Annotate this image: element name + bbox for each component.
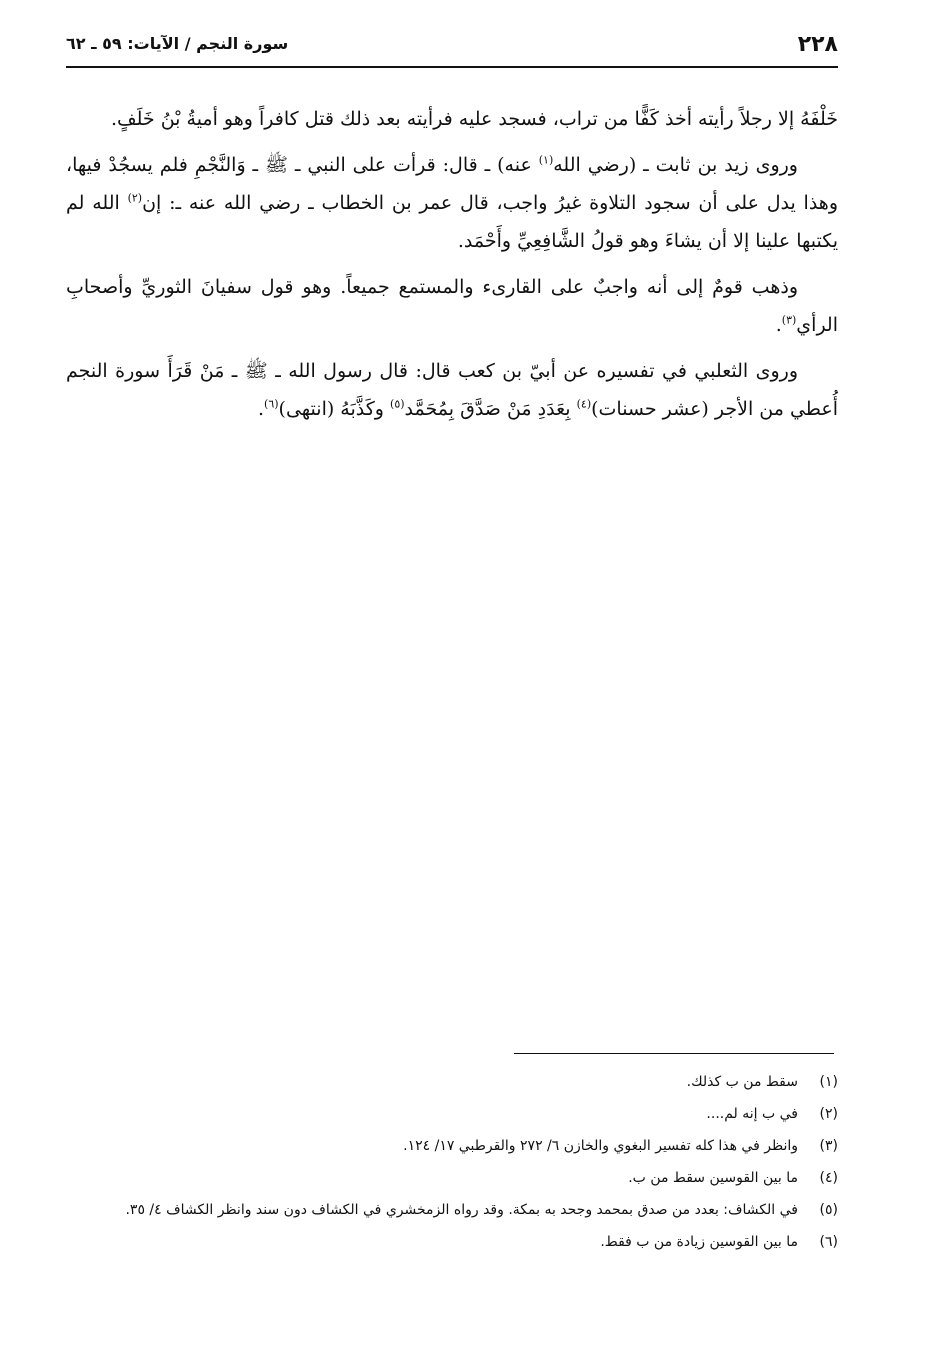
footnote-number: (٥)	[819, 1202, 838, 1218]
footnote-number: (٤)	[819, 1170, 838, 1186]
footnote-number: (٣)	[819, 1138, 838, 1154]
footnote-text: وانظر في هذا كله تفسير البغوي والخازن ٦/ ٢٧٢ والقرطبي ١٧/ ١٢٤.	[403, 1138, 798, 1154]
footnote-divider	[514, 1053, 834, 1054]
running-title: سورة النجم / الآيات: ٥٩ ـ ٦٢	[66, 34, 289, 53]
footnote-5	[66, 1196, 838, 1224]
footnotes	[66, 1068, 838, 1260]
footnote-ref-3[interactable]: (٣)	[781, 313, 797, 327]
footnote-ref-5[interactable]: (٥)	[390, 397, 405, 411]
footnote-3	[66, 1132, 838, 1160]
footnote-ref-6[interactable]: (٦)	[264, 397, 279, 411]
paragraph-2-text-c: الله لم يكتبها علينا إلا أن يشاءَ وهو قولُ الشَّافِعِيِّ وأَحْمَد.	[66, 192, 838, 252]
footnote-6	[66, 1228, 838, 1256]
footnote-2	[66, 1100, 838, 1128]
footnote-text: ما بين القوسين سقط من ب.	[628, 1170, 798, 1186]
footnote-ref-1[interactable]: (١)	[538, 153, 554, 167]
paragraph-3-text: وذهب قومٌ إلى أنه واجبٌ على القارىء والمستمع جميعاً. وهو قول سفيانَ الثوريِّ وأصحابِ الرأي	[66, 276, 838, 336]
footnote-ref-4[interactable]: (٤)	[576, 397, 592, 411]
footnote-4	[66, 1164, 838, 1192]
footnote-text: في ب إنه لم....	[706, 1106, 798, 1122]
footnote-1	[66, 1068, 838, 1096]
footnote-number: (٢)	[819, 1106, 838, 1122]
paragraph-2-text-b: عنه) ـ قال: قرأت على النبي ـ ﷺ ـ وَالنَّجْمِ فلم يسجُدْ فيها، وهذا يدل على أن سجود التلاوة غيرُ واجب، قال عمر بن الخطاب ـ رضي الله عنه ـ: إن	[66, 154, 838, 214]
paragraph-3-end: .	[775, 314, 782, 336]
paragraph-2	[66, 146, 838, 260]
paragraph-1	[66, 100, 838, 138]
paragraph-4-text-a: وروى الثعلبي في تفسيره عن أبيّ بن كعب قال: قال رسول الله ـ ﷺ ـ مَنْ قَرَأَ سورة النجم أُعطي من الأجر (عشر حسنات)	[66, 360, 838, 420]
paragraph-4-text-c: وكَذَّبَهُ (انتهى)	[278, 398, 384, 420]
running-header	[66, 30, 838, 70]
footnote-text: في الكشاف: بعدد من صدق بمحمد وجحد به بمكة. وقد رواه الزمخشري في الكشاف دون سند وانظر الكشاف ٤/ ٣٥.	[125, 1202, 798, 1218]
paragraph-4-end: .	[257, 398, 265, 420]
paragraph-3	[66, 268, 838, 344]
paragraph-2-text-a: وروى زيد بن ثابت ـ (رضي الله	[553, 154, 798, 176]
footnote-number: (١)	[819, 1074, 838, 1090]
header-divider	[66, 66, 838, 68]
paragraph-4	[66, 352, 838, 428]
footnote-text: سقط من ب كذلك.	[686, 1074, 798, 1090]
page-number: ٢٢٨	[797, 32, 838, 57]
footnote-ref-2[interactable]: (٢)	[127, 191, 143, 205]
paragraph-4-text-b: بِعَدَدِ مَنْ صَدَّقَ بِمُحَمَّد	[404, 398, 571, 420]
main-text	[66, 100, 838, 436]
footnote-number: (٦)	[819, 1234, 838, 1250]
footnote-text: ما بين القوسين زيادة من ب فقط.	[600, 1234, 798, 1250]
paragraph-1-text: خَلْفَهُ إلا رجلاً رأيته أخذ كَفًّا من تراب، فسجد عليه فرأيته بعد ذلك قتل كافراً وهو أميةُ بْنُ خَلَفٍ.	[110, 108, 838, 130]
